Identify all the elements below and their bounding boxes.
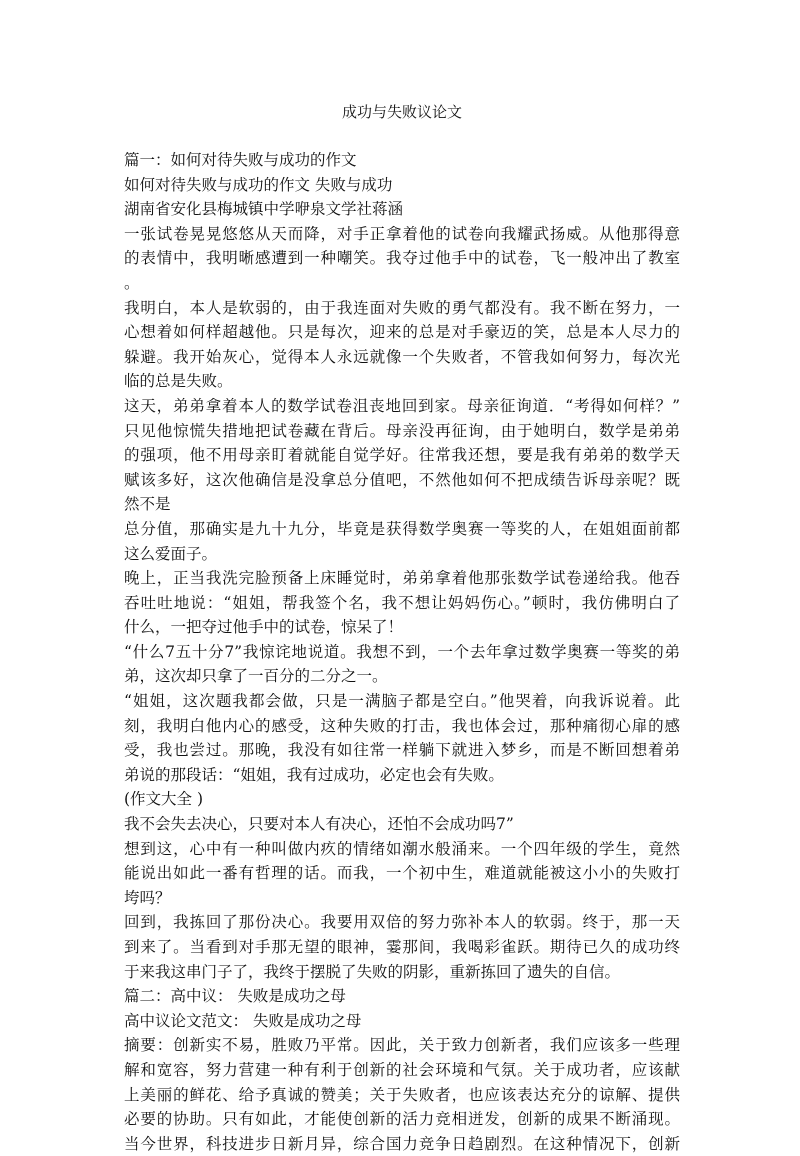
- text-line: 一张试卷晃晃悠悠从天而降，对手正拿着他的试卷向我耀武扬威。从他那得意: [124, 224, 680, 243]
- text-line: 弟，这次却只拿了一百分的二分之一。: [124, 667, 388, 686]
- text-line: 只见他惊慌失措地把试卷藏在背后。母亲没再征询，由于她明白，数学是弟弟: [124, 421, 680, 440]
- text-line: 晚上，正当我洗完脸预备上床睡觉时，弟弟拿着他那张数学试卷递给我。他吞: [124, 569, 680, 588]
- text-line: 赋该多好，这次他确信是没拿总分值吧，不然他如何不把成绩告诉母亲呢？既: [124, 470, 680, 489]
- text-line: 受，我也尝过。那晚，我没有如往常一样躺下就进入梦乡，而是不断回想着弟: [124, 741, 680, 760]
- text-line: 到来了。当看到对手那无望的眼神，霎那间，我喝彩雀跃。期待已久的成功终: [124, 938, 680, 956]
- text-line: 回到，我拣回了那份决心。我要用双倍的努力弥补本人的软弱。终于，那一天: [124, 913, 680, 932]
- text-line: 能说出如此一番有哲理的话。而我，一个初中生，难道就能被这小小的失败打: [124, 864, 680, 883]
- text-line: 想到这，心中有一种叫做内疚的情绪如潮水般涌来。一个四年级的学生，竟然: [124, 839, 680, 858]
- text-line: “姐姐，这次题我都会做，只是一满脑子都是空白。”他哭着，向我诉说着。此: [124, 692, 680, 711]
- text-line: 弟说的那段话：“姐姐，我有过成功，必定也会有失败。: [124, 765, 504, 784]
- text-line: 心想着如何样超越他。只是每次，迎来的总是对手豪迈的笑，总是本人尽力的: [124, 323, 680, 342]
- text-line: 的强项，他不用母亲盯着就能自觉学好。往常我还想，要是我有弟弟的数学天: [124, 446, 680, 465]
- text-line: 总分值，那确实是九十九分，毕竟是获得数学奥赛一等奖的人，在姐姐面前都: [124, 519, 680, 538]
- text-line: 什么，一把夺过他手中的试卷，惊呆了！: [124, 618, 404, 637]
- text-line: 解和宽容，努力营建一种有利于创新的社会环境和气氛。关于成功者，应该献: [124, 1060, 680, 1079]
- text-line: 然不是: [124, 495, 171, 514]
- text-line: 的表情中，我明晰感遭到一种嘲笑。我夺过他手中的试卷，飞一般冲出了教室: [124, 249, 680, 268]
- text-line: 这么爱面子。: [124, 544, 218, 563]
- text-line: 篇二：高中议： 失败是成功之母: [124, 987, 346, 1006]
- text-line: 临的总是失败。: [124, 372, 233, 391]
- text-line: 如何对待失败与成功的作文 失败与成功: [124, 175, 393, 194]
- text-line: 吞吐吐地说：“姐姐，帮我签个名，我不想让妈妈伤心。”顿时，我仿佛明白了: [124, 593, 680, 612]
- text-line: 摘要：创新实不易，胜败乃平常。因此，关于致力创新者，我们应该多一些理: [124, 1036, 680, 1055]
- text-line: 篇一：如何对待失败与成功的作文: [124, 151, 357, 169]
- document-body: [124, 148, 680, 1156]
- text-line: 刻，我明白他内心的感受，这种失败的打击，我也体会过，那种痛彻心扉的感: [124, 716, 680, 735]
- text-line: 湖南省安化县梅城镇中学咿泉文学社蒋涵: [124, 200, 404, 219]
- text-line: 躲避。我开始灰心，觉得本人永远就像一个失败者，不管我如何努力，每次光: [124, 347, 680, 366]
- document-page: [124, 100, 680, 1156]
- text-line: (作文大全 ): [124, 790, 204, 809]
- text-line: 高中议论文范文： 失败是成功之母: [124, 1011, 362, 1030]
- text-line: 这天，弟弟拿着本人的数学试卷沮丧地回到家。母亲征询道．“考得如何样？”: [124, 396, 680, 415]
- text-line: 必要的协助。只有如此，才能使创新的活力竞相迸发，创新的成果不断涌现。: [124, 1110, 680, 1129]
- text-line: 。: [124, 273, 140, 292]
- text-line: 垮吗？: [124, 888, 171, 907]
- text-line: 上美丽的鲜花、给予真诚的赞美；关于失败者，也应该表达充分的谅解、提供: [124, 1085, 680, 1104]
- text-line: 于来我这串门子了，我终于摆脱了失败的阴影，重新拣回了遗失的自信。: [124, 962, 621, 981]
- document-title: 成功与失败议论文: [341, 103, 462, 121]
- text-line: 当今世界，科技进步日新月异，综合国力竞争日趋剧烈。在这种情况下，创新: [124, 1134, 680, 1153]
- text-line: 我明白，本人是软弱的，由于我连面对失败的勇气都没有。我不断在努力，一: [124, 298, 680, 317]
- text-line: 我不会失去决心，只要对本人有决心，还怕不会成功吗7”: [124, 815, 514, 834]
- text-line: “什么7五十分7”我惊诧地说道。我想不到，一个去年拿过数学奥赛一等奖的弟: [124, 642, 680, 661]
